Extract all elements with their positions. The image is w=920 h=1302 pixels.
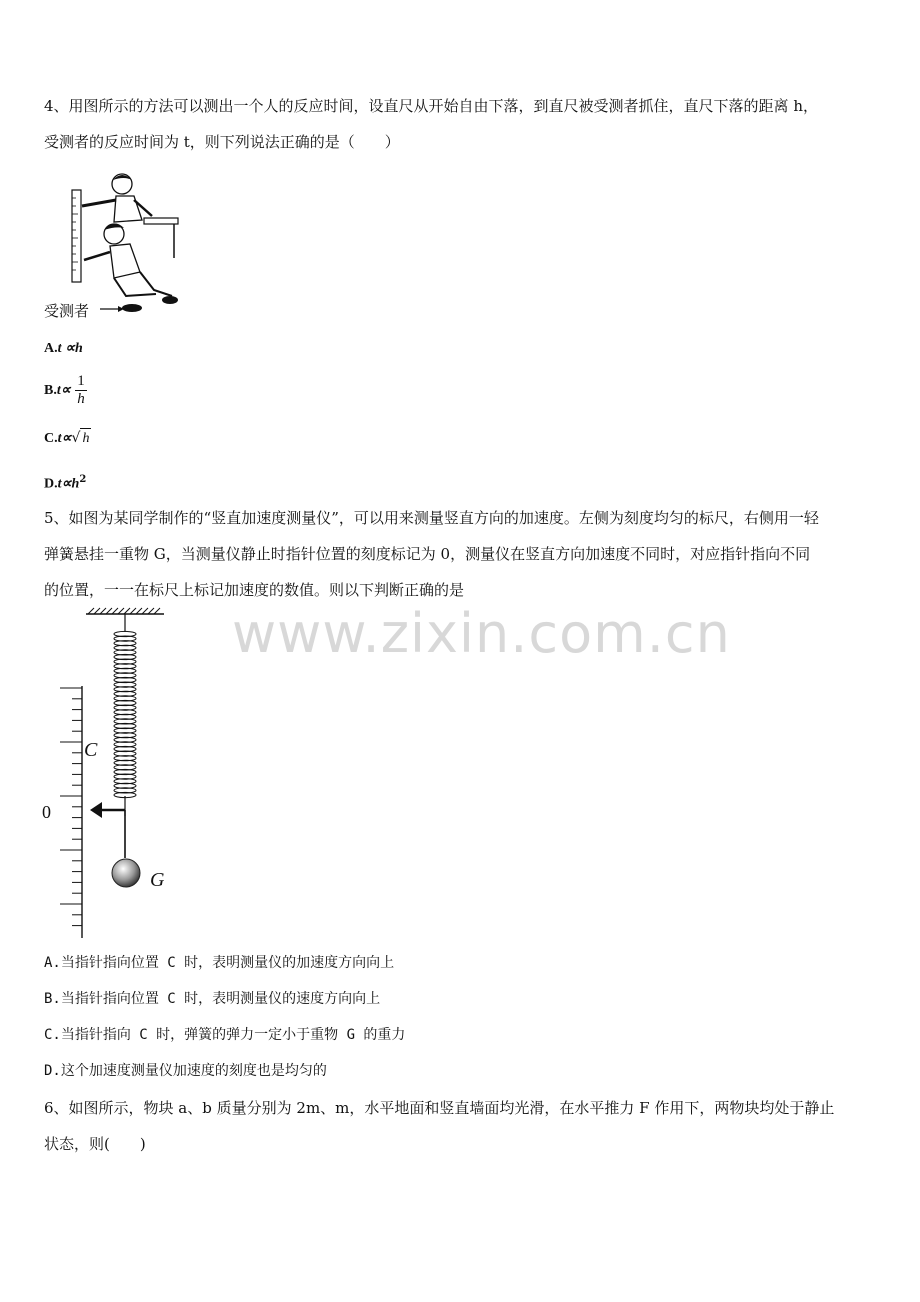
q4-option-b xyxy=(44,370,87,411)
q5-option-c: C.当指针指向 C 时，弹簧的弹力一定小于重物 G 的重力 xyxy=(44,1027,406,1043)
mass-ball xyxy=(112,859,140,887)
q4-option-d-exponent: 2 xyxy=(79,474,87,485)
q4-option-a-prefix: A. xyxy=(44,341,58,356)
q6-stem-line-2: 状态，则( ) xyxy=(44,1135,146,1153)
q4-option-d-expr: t∝h xyxy=(57,476,80,492)
q4-option-b-prefix: B. xyxy=(44,383,57,398)
fraction-numerator: 1 xyxy=(77,372,85,389)
q5-option-a: A.当指针指向位置 C 时，表明测量仪的加速度方向向上 xyxy=(44,955,395,971)
fraction-denominator: h xyxy=(77,390,85,407)
q5-option-b: B.当指针指向位置 C 时，表明测量仪的速度方向向上 xyxy=(44,991,381,1007)
spring xyxy=(114,631,136,797)
q4-option-a-expr: t ∝h xyxy=(57,341,83,356)
label-g: G xyxy=(150,869,165,891)
q4-stem-line-1: 4、用图所示的方法可以测出一个人的反应时间，设直尺从开始自由下落，到直尺被受测者抓住，直尺下落的距离 h， xyxy=(44,97,818,115)
q4-option-d xyxy=(44,470,86,495)
q4-option-b-var: t∝ xyxy=(56,383,71,398)
q4-option-d-prefix: D. xyxy=(44,476,58,492)
reaction-time-figure xyxy=(44,168,184,324)
q4-option-c-prefix: C. xyxy=(44,431,58,446)
label-zero: 0 xyxy=(42,802,51,822)
q6-stem-line-1: 6、如图所示，物块 a、b 质量分别为 2m、m，水平地面和竖直墙面均光滑，在水平推力 F 作用下，两物块均处于静止 xyxy=(44,1099,835,1117)
tested-person-label: 受测者 xyxy=(44,302,90,320)
label-c: C xyxy=(84,739,98,761)
q5-stem-line-3: 的位置，一一在标尺上标记加速度的数值。则以下判断正确的是 xyxy=(44,581,465,599)
radicand: h xyxy=(80,428,91,449)
q4-option-c-var: t∝ xyxy=(57,431,72,446)
q5-option-d: D.这个加速度测量仪加速度的刻度也是均匀的 xyxy=(44,1063,327,1079)
acceleration-meter-figure xyxy=(40,606,180,942)
q4-option-a xyxy=(44,338,83,359)
q4-option-c xyxy=(44,428,91,449)
one-over-h-fraction xyxy=(75,373,87,408)
q4-stem-line-2: 受测者的反应时间为 t，则下列说法正确的是（ ） xyxy=(44,133,400,151)
acceleration-meter-diagram xyxy=(40,606,180,942)
q5-stem-line-1: 5、如图为某同学制作的“竖直加速度测量仪”，可以用来测量竖直方向的加速度。左侧为刻度均匀的标尺，右侧用一轻 xyxy=(44,509,819,527)
radical-sign: √ xyxy=(71,430,81,446)
watermark: www.zixin.com.cn xyxy=(232,602,731,665)
q5-stem-line-2: 弹簧悬挂一重物 G，当测量仪静止时指针位置的刻度标记为 0，测量仪在竖直方向加速度不同时，对应指针指向不同 xyxy=(44,545,811,563)
